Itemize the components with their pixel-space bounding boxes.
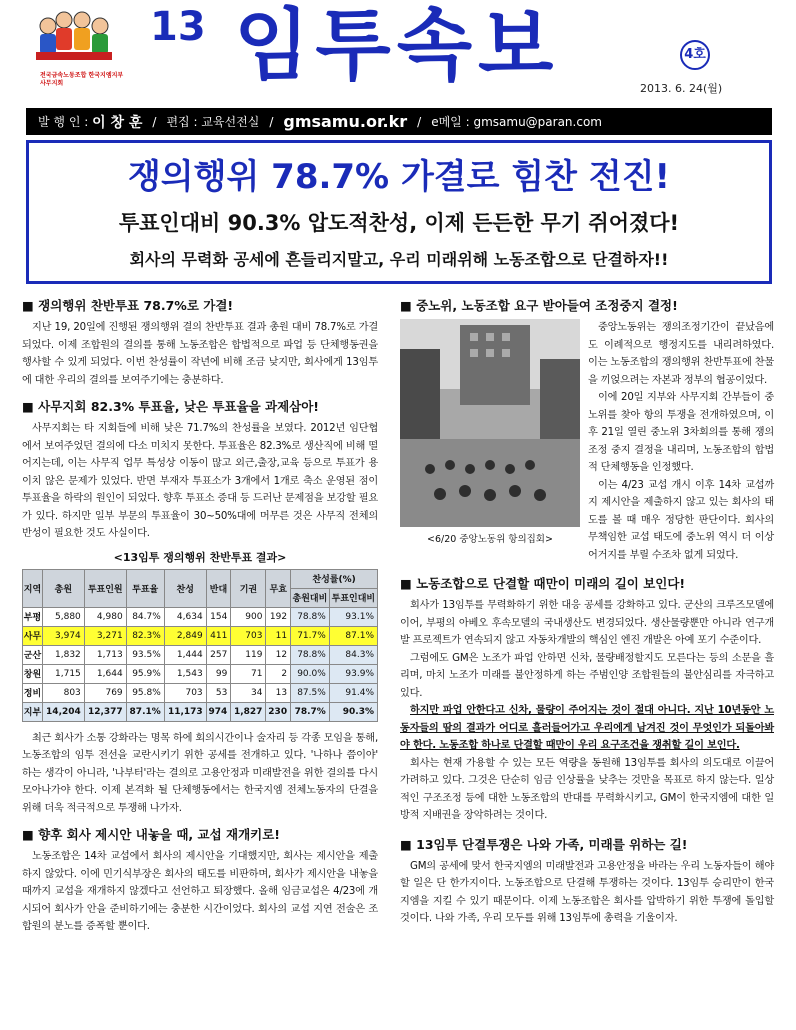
table-cell: 1,444 [164, 645, 206, 664]
main-headline: 쟁의행위 78.7% 가결로 힘찬 전진! [127, 157, 671, 197]
rally-photo-image [400, 319, 580, 527]
row-label: 사무 [23, 626, 43, 645]
table-row [23, 664, 378, 683]
table-row [23, 626, 378, 645]
table-cell: 78.8% [291, 645, 330, 664]
table-header: 투표인대비 [329, 588, 377, 607]
table-cell: 769 [84, 683, 126, 702]
section-labor-commission [400, 296, 774, 564]
table-header: 찬성 [164, 569, 206, 607]
table-cell: 12 [266, 645, 291, 664]
table-cell: 1,543 [164, 664, 206, 683]
logo-text: 전국금속노동조합 한국지엠지부 사무지회 [40, 72, 124, 87]
table-cell: 91.4% [329, 683, 377, 702]
section-heading: ■ 향후 회사 제시안 내놓을 때, 교섭 재개키로! [22, 827, 280, 842]
table-row [23, 607, 378, 626]
table-cell: 2 [266, 664, 291, 683]
section-office-turnout [22, 397, 378, 543]
table-cell: 93.1% [329, 607, 377, 626]
website-link[interactable]: gmsamu.or.kr [283, 112, 408, 131]
section-heading: ■ 쟁의행위 찬반투표 78.7%로 가결! [22, 298, 234, 313]
table-cell: 90.0% [291, 664, 330, 683]
section-heading: ■ 노동조합으로 단결할 때만이 미래의 길이 보인다! [400, 576, 686, 591]
section-negotiation [22, 825, 378, 936]
row-label: 창원 [23, 664, 43, 683]
section-paragraph: 지난 19, 20일에 진행된 쟁의행위 결의 찬반투표 결과 총원 대비 78.7%로 가결되었다. 이제 조합원의 결의를 통해 노동조합은 합법적으로 파업 등 단체행동권을 행사할 수 있게 되었다. 이번 찬성률이 작년에 비해 조금 낮지만, 회사에게 13임투에 대한 우리의 결의를 보여주기에는 충분하다. [22, 322, 378, 386]
table-cell: 34 [231, 683, 266, 702]
issue-date: 2013. 6. 24(월) [640, 82, 723, 95]
table-cell: 5,880 [42, 607, 84, 626]
email-label: e메일 : [431, 115, 470, 129]
photo-caption: <6/20 중앙노동위 항의집회> [427, 534, 553, 545]
table-header: 투표율 [126, 569, 164, 607]
table-row [23, 683, 378, 702]
table-cell: 90.3% [329, 702, 377, 721]
table-cell: 53 [206, 683, 231, 702]
table-cell: 2,849 [164, 626, 206, 645]
table-cell: 95.9% [126, 664, 164, 683]
table-header: 반대 [206, 569, 231, 607]
section-paragraph: 노동조합은 14차 교섭에서 회사의 제시안을 기대했지만, 회사는 제시안을 제출하지 않았다. 이에 민기식부장은 회사의 태도를 비판하며, 회사가 제시안을 내놓을 때까지 교섭을 재개하지 않겠다고 선언하고 퇴장했다. 올해 임금교섭은 4/23에 개시되어 회사가 안을 준비하기에는 충분한 시간이었다. 회사의 교섭 지연 전술은 조합원의 분노를 증폭할 뿐이다. [22, 851, 378, 932]
people-icon [34, 8, 114, 68]
section-paragraph: 이에 20일 지부와 사무지회 간부들이 중노위를 찾아 항의 투쟁을 전개하였으며, 이후 21일 열린 중노위 3차회의를 통해 쟁의조정 중지 결정을 내리며, 노동조합의 합법적 단체행동을 인정했다. [588, 392, 774, 473]
left-column [22, 296, 378, 936]
newsletter-title: 임투속보 [234, 1, 560, 91]
table-cell: 3,271 [84, 626, 126, 645]
table-cell: 84.7% [126, 607, 164, 626]
section-paragraph: 회사는 현재 가용할 수 있는 모든 역량을 동원해 13임투를 회사의 의도대로 이끌어 가려하고 있다. 그것은 단순히 임금 인상률을 낮추는 것만을 목표로 하지 않는다. 일상적인 구조조정 등에 대한 노동조합의 반대를 무력화시키고, GM이 한국지엠에 대한 일방적 지배권을 장악하려는 것이다. [400, 757, 774, 821]
rally-photo [400, 319, 580, 527]
table-cell: 14,204 [42, 702, 84, 721]
right-column [400, 296, 774, 928]
table-cell: 703 [231, 626, 266, 645]
photo-figure [400, 319, 580, 543]
table-header: 투표인원 [84, 569, 126, 607]
table-cell: 87.1% [126, 702, 164, 721]
editor-label: 편집 : [166, 115, 198, 129]
section-paragraph: 중앙노동위는 쟁의조정기간이 끝났음에도 이례적으로 행정지도를 내리려하였다. 이는 노동조합의 쟁의행위 찬반투표에 찬물을 끼얹으려는 자본과 정부의 협공이었다. [588, 322, 774, 386]
table-row [23, 702, 378, 721]
vote-results-table [22, 569, 378, 722]
editor-name: 교육선전실 [201, 115, 260, 129]
emphasized-paragraph: 하지만 파업 안한다고 신차, 물량이 주어지는 것이 절대 아니다. 지난 10년동안 노동자들의 땀의 결과가 어디로 흘러들어가고 우리에게 남겨진 것이 무엇인가 되돌아봐야 한다. 노동조합 하나로 단결할 때만이 우리 요구조건을 쟁취할 길이 보인다. [400, 705, 774, 751]
table-cell: 257 [206, 645, 231, 664]
table-header: 무효 [266, 569, 291, 607]
masthead [0, 0, 796, 106]
section-paragraph: 사무지회는 타 지회들에 비해 낮은 71.7%의 찬성률을 보였다. 2012년 임단협에서 보여주었던 결의에 다소 미치지 못한다. 투표율은 82.3%로 생산직에 비해 떨어지는데, 이는 사무직 업무 특성상 이동이 많고 외근,출장,교육 등으로 투표가 용이치 않은 문제가 있었다. 반면 부재자 투표소가 3개에서 1개로 축소 운영된 점이 투표율을 하락의 원인이 되었다. 향후 투표소 증대 등 드러난 문제점을 보강할 필요가 있다. 하지만 일부 부문의 투표율이 30~50%대에 머무른 것은 사무직 전체의 반성이 필요한 것도 사실이다. [22, 423, 378, 539]
section-heading: ■ 13임투 단결투쟁은 나와 가족, 미래를 위하는 길! [400, 836, 688, 852]
table-row [23, 645, 378, 664]
table-cell: 11 [266, 626, 291, 645]
row-label: 지부 [23, 702, 43, 721]
table-header: 지역 [23, 569, 43, 607]
section-paragraph: 이는 4/23 교섭 개시 이후 14차 교섭까지 제시안을 제출하지 않고 있는 회사의 태도를 볼 때 매우 정당한 판단이다. 회사의 무책임한 교섭 태도에 중노위 역시 더 이상 어거지를 부릴 수조차 없게 되었다. [588, 479, 774, 561]
section-paragraph: 최근 회사가 소통 강화라는 명목 하에 회의시간이나 술자리 등 각종 모임을 통해, 노동조합의 임투 전선을 교란시키기 위한 공세를 전개하고 있다. '나하나 쯤이야' 하는 생각이 아니라, '나부터'라는 결의로 고용안정과 미래발전을 위한 결의를 다시 모아나가야 한다. 이제 본격화 될 단체행동에서는 한국지엠 전체노동자의 단결을 위해 더욱 적극적으로 투쟁해 나가자. [22, 732, 378, 814]
publisher-label: 발 행 인 : [38, 115, 89, 129]
table-cell: 95.8% [126, 683, 164, 702]
table-header: 기권 [231, 569, 266, 607]
table-cell: 87.5% [291, 683, 330, 702]
row-label: 부평 [23, 607, 43, 626]
section-struggle [400, 835, 774, 928]
subheadline-2: 회사의 무력화 공세에 흔들리지말고, 우리 미래위해 노동조합으로 단결하자!! [129, 250, 669, 269]
table-cell: 78.8% [291, 607, 330, 626]
table-cell: 900 [231, 607, 266, 626]
table-cell: 78.7% [291, 702, 330, 721]
table-cell: 13 [266, 683, 291, 702]
table-cell: 84.3% [329, 645, 377, 664]
section-paragraph: 그럼에도 GM은 노조가 파업 안하면 신차, 물량배정할지도 모른다는 등의 소문을 흘리며, 마치 노조가 미래를 불안정하게 하는 주범인양 조합원들의 불안심리를 자극하고 있다. [400, 652, 774, 699]
issue-number-badge: 4호 [680, 40, 710, 70]
table-cell: 4,980 [84, 607, 126, 626]
table-cell: 99 [206, 664, 231, 683]
title-number: 13 [150, 4, 206, 50]
table-cell: 119 [231, 645, 266, 664]
table-title: <13임투 쟁의행위 찬반투표 결과> [113, 550, 287, 564]
table-cell: 230 [266, 702, 291, 721]
table-cell: 703 [164, 683, 206, 702]
table-cell: 1,827 [231, 702, 266, 721]
row-label: 군산 [23, 645, 43, 664]
publisher-name: 이 창 훈 [92, 114, 143, 131]
table-cell: 1,715 [42, 664, 84, 683]
section-vote-result [22, 296, 378, 389]
table-cell: 192 [266, 607, 291, 626]
table-cell: 1,832 [42, 645, 84, 664]
email-link[interactable]: gmsamu@paran.com [473, 114, 602, 129]
table-cell: 974 [206, 702, 231, 721]
table-cell: 71 [231, 664, 266, 683]
table-cell: 1,713 [84, 645, 126, 664]
section-paragraph: GM의 공세에 맞서 한국지엠의 미래발전과 고용안정을 바라는 우리 노동자들이 해야 할 일은 단 한가지이다. 노동조합으로 단결해 투쟁하는 것이다. 13임투 승리만이 한국지엠을 지킬 수 있기 때문이다. 이제 노동조합은 회사를 압박하기 위한 투쟁에 돌입할 것이다. 나와 가족, 우리 모두를 위해 13임투에 총력을 기울이자. [400, 860, 774, 924]
table-cell: 411 [206, 626, 231, 645]
table-header: 총원 [42, 569, 84, 607]
table-cell: 4,634 [164, 607, 206, 626]
info-bar: 발 행 인 : 이 창 훈 / 편집 : 교육선전실 / gmsamu.or.kr / e메일 : gmsamu@paran.com [26, 108, 772, 135]
table-header: 총원대비 [291, 588, 330, 607]
subheadline-1: 투표인대비 90.3% 압도적찬성, 이제 든든한 무기 쥐어졌다! [118, 211, 680, 235]
table-cell: 93.9% [329, 664, 377, 683]
table-cell: 93.5% [126, 645, 164, 664]
table-cell: 154 [206, 607, 231, 626]
table-header: 찬성률(%) [291, 569, 378, 588]
table-cell: 87.1% [329, 626, 377, 645]
row-label: 정비 [23, 683, 43, 702]
table-cell: 71.7% [291, 626, 330, 645]
table-cell: 11,173 [164, 702, 206, 721]
section-paragraph: 회사가 13임투를 무력화하기 위한 대응 공세를 강화하고 있다. 군산의 크루즈모델에 이어, 부평의 아베오 후속모델의 국내생산도 변경되었다. 생산물량뿐만 아니라 연구개발 프로젝트가 연속되지 않고 자동차개발의 핵심인 엔진 개발은 아예 포기 수준이다. [400, 600, 774, 646]
section-heading: ■ 사무지회 82.3% 투표율, 낮은 투표율을 과제삼아! [22, 399, 320, 414]
table-cell: 1,644 [84, 664, 126, 683]
section-heading: ■ 중노위, 노동조합 요구 받아들여 조정중지 결정! [400, 298, 678, 313]
table-cell: 803 [42, 683, 84, 702]
section-unity [400, 574, 774, 825]
table-cell: 82.3% [126, 626, 164, 645]
union-logo [32, 8, 124, 92]
table-cell: 12,377 [84, 702, 126, 721]
headline-box [26, 140, 772, 284]
table-cell: 3,974 [42, 626, 84, 645]
